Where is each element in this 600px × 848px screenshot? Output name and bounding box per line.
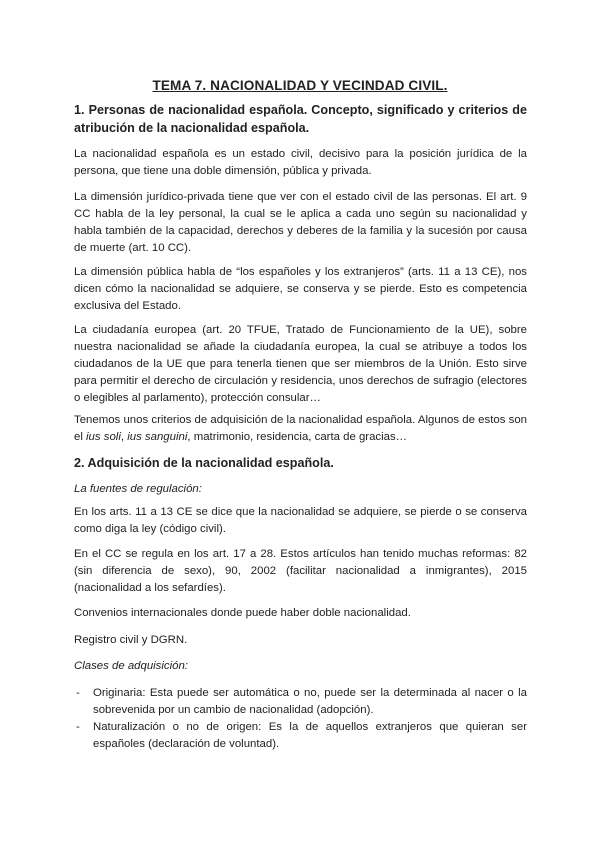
section-2-paragraph-3: Convenios internacionales donde puede haber doble nacionalidad. [74,607,411,619]
list-bullet: - [76,687,80,699]
paragraph-5-text-start: Tenemos unos criterios de adquisición de la nacionalidad española. Algunos de estos son el [74,414,527,443]
section-2-heading: 2. Adquisición de la nacionalidad española. [74,456,334,470]
section-1-paragraph-5 [74,412,527,446]
section-1-paragraph-4: La ciudadanía europea (art. 20 TFUE, Tratado de Funcionamiento de la UE), sobre nuestra nacionalidad se añade la ciudadanía europea, la cual se atribuye a todos los ciudadanos de la UE que para tenerla tienen que ser miembros de la Unión. Esto sirve para permitir el derecho de circulación y residencia, unos derechos de sufragio (electores o elegibles al parlamento), protección consular… [74,324,527,404]
list-item-text: Naturalización o no de origen: Es la de aquellos extranjeros que quieran ser españoles (declaración de voluntad). [93,721,527,750]
section-2-subheading-classes: Clases de adquisición: [74,660,188,672]
document-title: TEMA 7. NACIONALIDAD Y VECINDAD CIVIL. [152,78,448,93]
paragraph-5-separator: , [120,431,128,443]
section-1-paragraph-1: La nacionalidad española es un estado civil, decisivo para la posición jurídica de la persona, que tiene una doble dimensión, pública y privada. [74,148,527,177]
list-bullet: - [76,721,80,733]
ius-sanguini-term: ius sanguini [127,431,188,443]
ius-soli-term: ius soli [86,431,121,443]
section-1-paragraph-2: La dimensión jurídico-privada tiene que ver con el estado civil de las personas. El art. 9 CC habla de la ley personal, la cual se le aplica a cada uno según su nacionalidad y habla también de la capacidad, derechos y deberes de la familia y la sucesión por causa de muerte (art. 10 CC). [74,191,527,254]
list-item [76,719,527,753]
list-item-text: Originaria: Esta puede ser automática o no, puede ser la determinada al nacer o la sobrevenida por un cambio de nacionalidad (adopción). [93,687,527,716]
list-item [76,685,527,719]
section-2-paragraph-4: Registro civil y DGRN. [74,634,188,646]
section-1-heading: 1. Personas de nacionalidad española. Concepto, significado y criterios de atribución de la nacionalidad española. [74,103,527,135]
section-1-paragraph-3: La dimensión pública habla de “los españoles y los extranjeros” (arts. 11 a 13 CE), nos dicen cómo la nacionalidad se adquiere, se conserva y se pierde. Esto es competencia exclusiva del Estado. [74,266,527,312]
section-2-subheading-sources: La fuentes de regulación: [74,483,202,495]
paragraph-5-text-end: , matrimonio, residencia, carta de gracias… [187,431,408,443]
section-2-paragraph-2: En el CC se regula en los art. 17 a 28. Estos artículos han tenido muchas reformas: 82 (sin diferencia de sexo), 90, 2002 (facilitar nacionalidad a inmigrantes), 2015 (nacionalidad a los sefardíes). [74,548,527,594]
section-2-paragraph-1: En los arts. 11 a 13 CE se dice que la nacionalidad se adquiere, se pierde o se conserva como diga la ley (código civil). [74,506,527,535]
